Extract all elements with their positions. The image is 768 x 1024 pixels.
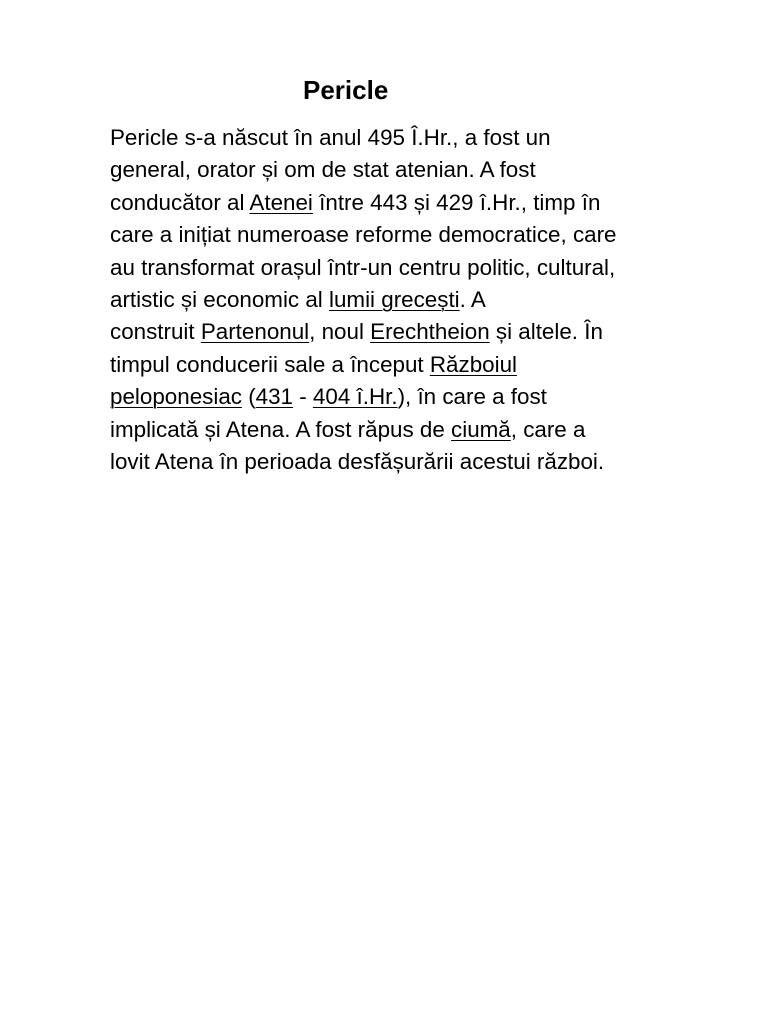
paragraph-line-4 xyxy=(110,219,710,251)
paragraph-line-1 xyxy=(110,122,710,154)
text-run: între 443 și 429 î.Hr., timp în xyxy=(312,189,601,215)
link-ciuma[interactable]: ciumă xyxy=(451,416,511,442)
link-404-ihr[interactable]: 404 î.Hr. xyxy=(312,384,398,410)
text-run: au transformat orașul într-un centru politic, cultural, xyxy=(110,254,616,280)
paragraph-line-3 xyxy=(110,187,710,219)
paragraph-line-8 xyxy=(110,349,710,381)
link-partenonul[interactable]: Partenonul xyxy=(200,319,310,345)
paragraph-line-7 xyxy=(110,316,710,348)
text-run: Pericle s-a născut în anul 495 Î.Hr., a fost un xyxy=(110,125,551,150)
link-431[interactable]: 431 xyxy=(255,384,294,410)
text-run: artistic și economic al xyxy=(110,286,329,312)
text-run: - xyxy=(293,384,313,410)
paragraph-line-10 xyxy=(110,414,710,446)
paragraph-line-6 xyxy=(110,284,710,316)
text-run: ( xyxy=(241,384,256,410)
text-run: construit xyxy=(110,319,201,345)
link-lumii-grecesti[interactable]: lumii grecești xyxy=(329,286,460,312)
text-run: și altele. În xyxy=(489,319,603,345)
paragraph-line-2 xyxy=(110,154,710,186)
text-run: conducător al xyxy=(110,189,250,215)
link-razboiul-peloponesiac[interactable]: Războiul xyxy=(429,351,517,377)
link-erechtheion[interactable]: Erechtheion xyxy=(370,319,490,345)
page-title: Pericle xyxy=(303,75,389,105)
text-run: general, orator și om de stat atenian. A fost xyxy=(110,157,536,183)
text-run: . A xyxy=(459,286,486,312)
text-run: timpul conducerii sale a început xyxy=(110,351,430,377)
text-run: , care a xyxy=(510,416,586,442)
article-paragraph xyxy=(110,122,710,478)
paragraph-line-5 xyxy=(110,252,710,284)
text-run: care a inițiat numeroase reforme democratice, care xyxy=(110,222,617,248)
link-razboiul-peloponesiac[interactable]: peloponesiac xyxy=(110,384,242,410)
paragraph-line-9 xyxy=(110,381,710,413)
text-run: , noul xyxy=(309,319,371,345)
text-run: implicată și Atena. A fost răpus de xyxy=(110,416,452,442)
text-run: lovit Atena în perioada desfășurării acestui război. xyxy=(110,448,605,474)
link-atenei[interactable]: Atenei xyxy=(249,189,313,215)
text-run: ), în care a fost xyxy=(397,384,547,410)
paragraph-line-11 xyxy=(110,446,710,478)
